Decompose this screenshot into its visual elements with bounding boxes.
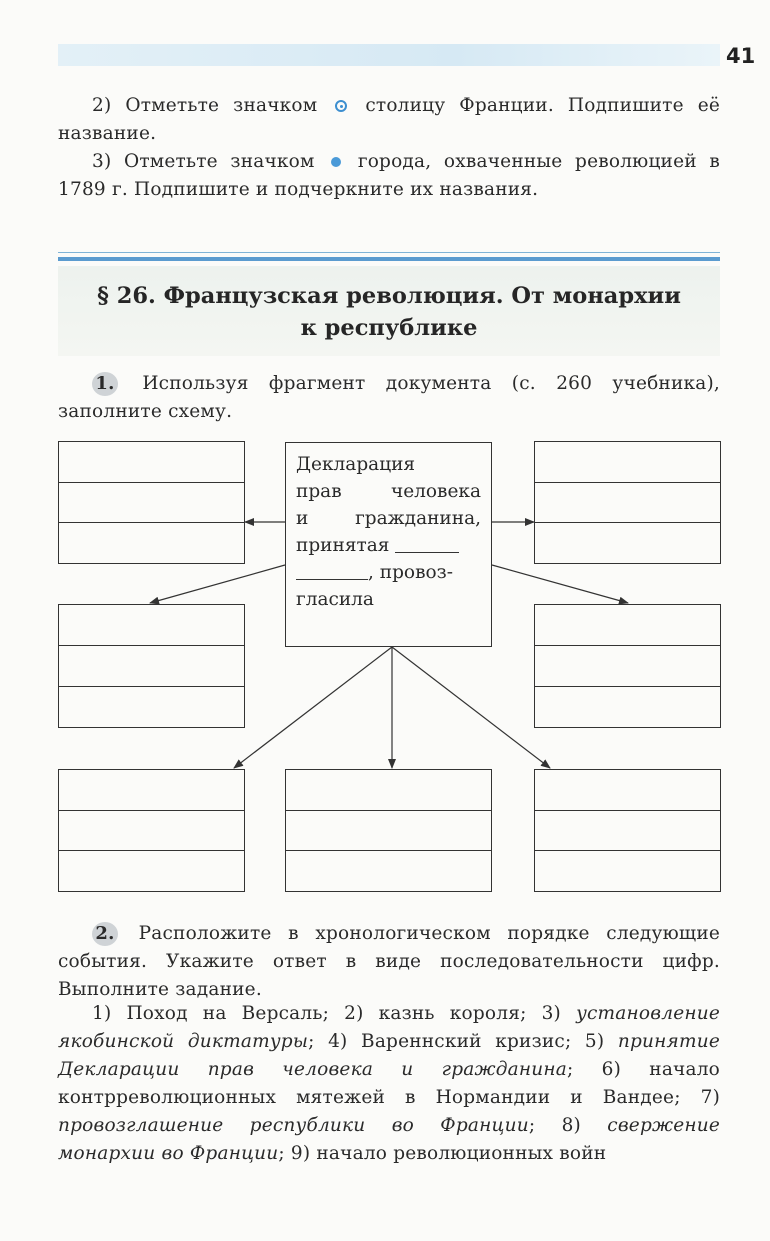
events-part-2: ; 4) Вареннский кризис; 5) <box>308 1031 618 1052</box>
section-heading-line2: к республике <box>300 315 478 341</box>
answer-box-center-bottom[interactable] <box>285 769 492 892</box>
center-line-5 <box>296 559 481 586</box>
answer-line[interactable] <box>286 851 491 891</box>
task-2 <box>58 920 720 1004</box>
events-italic-1: установление якобинской диктатуры <box>58 1003 720 1052</box>
events-part-3: ; 6) начало контрреволюционных мятежей в Нормандии и Вандее; 7) <box>58 1059 720 1108</box>
events-part-1: 1) Поход на Версаль; 2) казнь короля; 3) <box>92 1003 577 1024</box>
task-item-3-before: 3) Отметьте значком <box>92 151 315 172</box>
center-word-prav: прав <box>296 481 342 502</box>
answer-box-left-top[interactable] <box>58 441 245 564</box>
answer-line[interactable] <box>59 770 244 811</box>
answer-box-left-bottom[interactable] <box>58 769 245 892</box>
answer-line[interactable] <box>59 851 244 891</box>
answer-line[interactable] <box>535 523 720 563</box>
center-word-i: и <box>296 508 309 529</box>
answer-box-left-middle[interactable] <box>58 604 245 728</box>
answer-line[interactable] <box>286 770 491 811</box>
answer-box-right-top[interactable] <box>534 441 721 564</box>
date-blank-2[interactable] <box>296 563 368 580</box>
arrow-to-left-middle <box>150 565 285 603</box>
answer-line[interactable] <box>286 811 491 852</box>
events-part-5: ; 9) начало революционных войн <box>278 1143 607 1164</box>
center-line-1: Декларация <box>296 454 416 475</box>
task-2-events <box>58 1000 720 1168</box>
answer-line[interactable] <box>535 646 720 687</box>
center-word-prinyataya: принятая <box>296 535 390 556</box>
center-word-cheloveka: человека <box>390 481 481 502</box>
answer-line[interactable] <box>59 811 244 852</box>
answer-box-right-bottom[interactable] <box>534 769 721 892</box>
page-number: 41 <box>726 44 756 68</box>
answer-line[interactable] <box>59 605 244 646</box>
events-italic-2: принятие Декларации прав человека и гражданина <box>58 1031 720 1080</box>
section-heading-line1: § 26. Французская революция. От монархии <box>97 283 681 309</box>
task-1-number-badge: 1. <box>92 372 118 396</box>
task-1-text: Используя фрагмент документа (с. 260 учебника), заполните схему. <box>58 373 720 422</box>
answer-line[interactable] <box>535 851 720 891</box>
answer-line[interactable] <box>59 483 244 524</box>
center-word-provoz: , провоз- <box>368 562 453 583</box>
events-part-4: ; 8) <box>528 1115 608 1136</box>
answer-line[interactable] <box>59 523 244 563</box>
answer-line[interactable] <box>535 687 720 727</box>
answer-line[interactable] <box>59 687 244 727</box>
answer-line[interactable] <box>535 811 720 852</box>
center-line-4 <box>296 532 481 559</box>
answer-line[interactable] <box>535 605 720 646</box>
center-line-2 <box>296 478 481 505</box>
declaration-center-box <box>285 442 492 647</box>
answer-line[interactable] <box>535 483 720 524</box>
answer-box-right-middle[interactable] <box>534 604 721 728</box>
events-italic-4: свержение монархии во Франции <box>58 1115 721 1164</box>
task-item-2-after: столицу Франции. Подпишите её название. <box>58 95 720 144</box>
center-line-6: гласила <box>296 589 374 610</box>
arrow-to-right-bottom <box>392 647 550 768</box>
answer-line[interactable] <box>59 442 244 483</box>
center-word-grazhdanina: гражданина, <box>355 508 481 529</box>
task-2-text: Расположите в хронологическом порядке следующие события. Укажите ответ в виде последовательности цифр. Выполните задание. <box>58 923 720 1000</box>
answer-line[interactable] <box>535 770 720 811</box>
answer-line[interactable] <box>535 442 720 483</box>
task-item-2-before: 2) Отметьте значком <box>92 95 318 116</box>
date-blank-1[interactable] <box>395 536 459 553</box>
answer-line[interactable] <box>59 646 244 687</box>
task-2-number-badge: 2. <box>92 922 118 946</box>
arrow-to-left-bottom <box>234 647 392 768</box>
task-item-3-after: города, охваченные революцией в 1789 г. Подпишите и подчеркните их названия. <box>58 151 720 200</box>
center-line-3 <box>296 505 481 532</box>
events-italic-3: провозглашение республики во Франции <box>58 1115 529 1136</box>
arrow-to-right-middle <box>492 565 628 603</box>
